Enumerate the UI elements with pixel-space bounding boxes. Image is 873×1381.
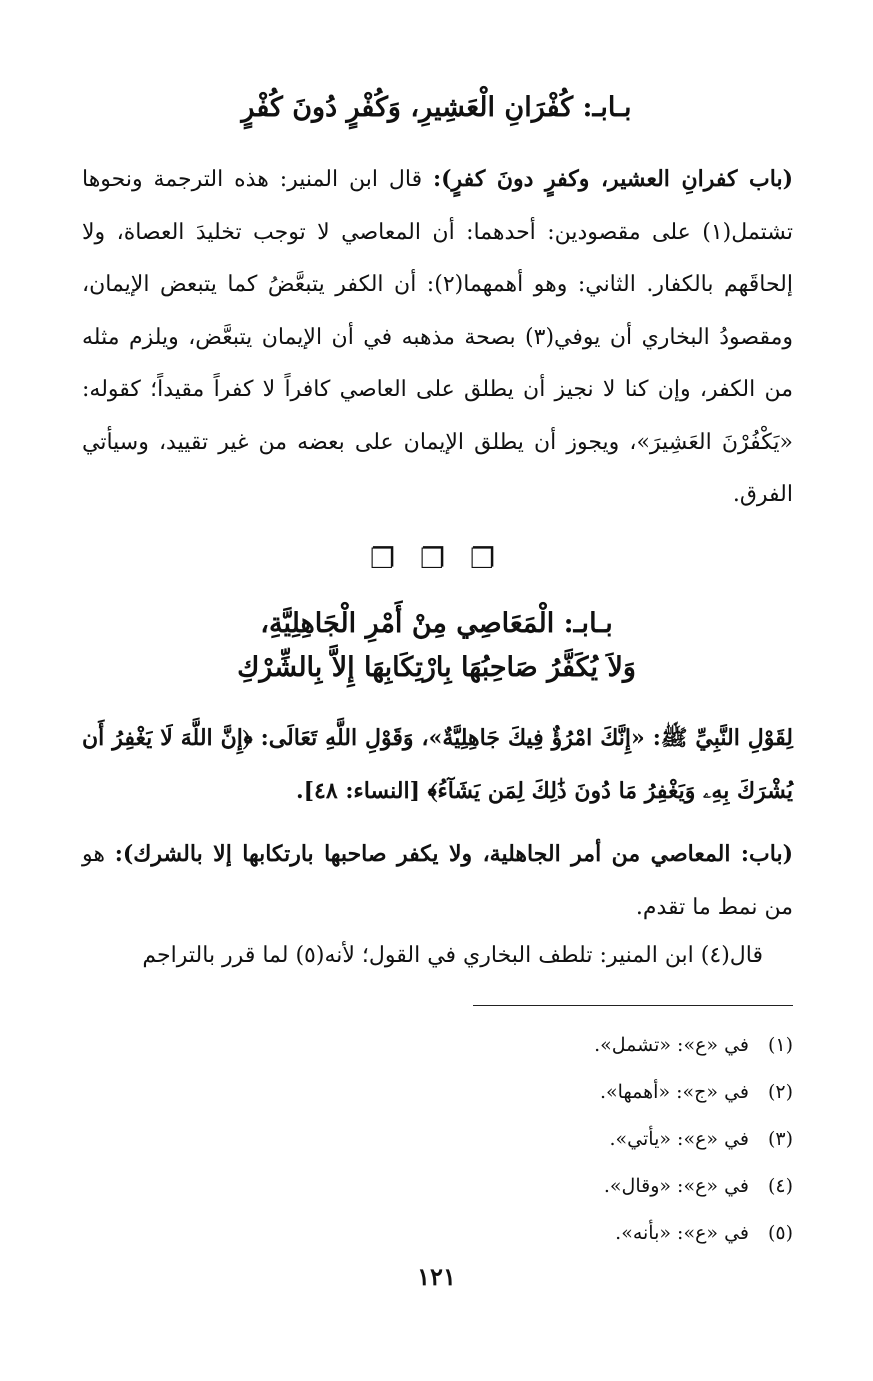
commentary-paragraph-3 — [82, 930, 793, 982]
chapter-title-line-2: وَلاَ يُكَفَّرُ صَاحِبُهَا بِارْتِكَابِهَا إِلاَّ بِالشِّرْكِ — [237, 652, 636, 683]
footnote-number: (٣) — [767, 1128, 793, 1150]
footnote-item — [293, 1163, 793, 1210]
chapter-label: بـابـ: — [563, 608, 613, 639]
footnotes-list — [293, 1022, 793, 1257]
chapter-title: كُفْرَانِ الْعَشِيرِ، وَكُفْرٍ دُونَ كُفْرٍ — [241, 92, 574, 123]
footnote-item — [293, 1022, 793, 1069]
chapter-heading-2 — [80, 602, 793, 690]
paragraph-text: قال ابن المنير: هذه الترجمة ونحوها تشتمل(١) على مقصودين: أحدهما: أن المعاصي لا توجب تخليدَ العصاة، ولا إلحاقَهم بالكفار. الثاني: وهو أهمهما(٢): أن الكفر يتبعَّضُ كما يتبعض الإيمان، ومقصودُ البخاري أن يوفي(٣) بصحة مذهبه في أن الإيمان يتبعَّض، ويلزم مثله من الكفر، وإن كنا لا نجيز أن يطلق على العاصي كافراً لا كفراً مقيداً؛ كقوله: «يَكْفُرْنَ العَشِيرَ»، ويجوز أن يطلق الإيمان على بعضه من غير تقييد، وسيأتي الفرق. — [82, 167, 794, 507]
footnote-divider — [473, 1005, 793, 1006]
paragraph-text: هو من نمط ما تقدم. — [82, 842, 793, 920]
footnote-text: في «ع»: «تشمل». — [594, 1034, 749, 1056]
chapter-label: بـابـ: — [582, 92, 632, 123]
page-number: ١٢١ — [417, 1262, 456, 1291]
chapter-heading-1 — [80, 86, 793, 130]
paragraph-lead: (باب: المعاصي من أمر الجاهلية، ولا يكفر صاحبها بارتكابها إلا بالشرك): — [114, 841, 793, 867]
footnote-item — [293, 1116, 793, 1163]
footnote-item — [293, 1069, 793, 1116]
footnote-number: (٤) — [767, 1175, 793, 1197]
hadith-text: لِقَوْلِ النَّبِيِّ ﷺ: «إِنَّكَ امْرُؤٌ فِيكَ جَاهِلِيَّةٌ»، وَقَوْلِ اللَّهِ تَعَالَى: ﴿إِنَّ اللَّهَ لَا يَغْفِرُ أَن يُشْرَكَ بِهِۦ وَيَغْفِرُ مَا دُونَ ذَٰلِكَ لِمَن يَشَآءُ﴾ [النساء: ٤٨]. — [82, 725, 793, 804]
hadith-paragraph — [82, 712, 793, 818]
footnote-text: في «ع»: «بأنه». — [615, 1222, 749, 1244]
paragraph-lead: (باب كفرانِ العشير، وكفرٍ دونَ كفرٍ): — [433, 166, 793, 192]
footnote-text: في «ع»: «يأتي». — [609, 1128, 749, 1150]
commentary-paragraph-1 — [82, 153, 793, 522]
paragraph-text: قال(٤) ابن المنير: تلطف البخاري في القول؛ لأنه(٥) لما قرر بالتراجم — [142, 943, 763, 968]
chapter-title-line-1: الْمَعَاصِي مِنْ أَمْرِ الْجَاهِلِيَّةِ، — [260, 608, 555, 639]
footnote-number: (١) — [767, 1034, 793, 1056]
footnote-number: (٥) — [767, 1222, 793, 1244]
commentary-paragraph-2 — [82, 828, 793, 934]
footnote-item — [293, 1210, 793, 1257]
footnote-number: (٢) — [767, 1081, 793, 1103]
footnote-text: في «ج»: «أهمها». — [599, 1081, 749, 1103]
footnote-text: في «ع»: «وقال». — [603, 1175, 749, 1197]
section-separator: ❐ ❐ ❐ — [369, 542, 504, 575]
